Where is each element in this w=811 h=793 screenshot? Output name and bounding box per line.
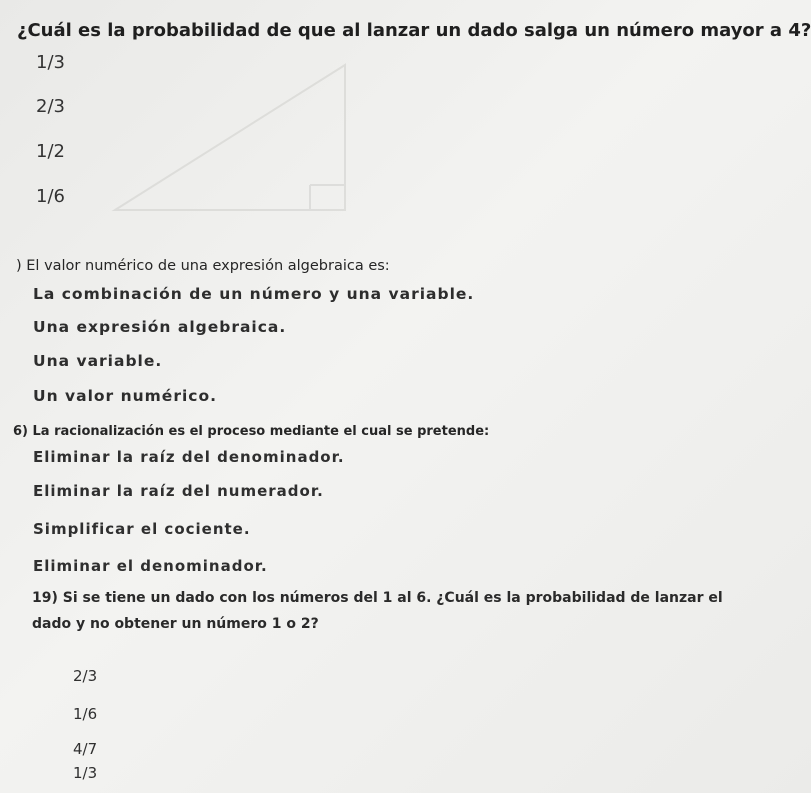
question-4-option-a[interactable]: 2/3: [73, 667, 98, 685]
question-4-option-c[interactable]: 4/7: [73, 740, 98, 758]
question-4-option-d[interactable]: 1/3: [73, 764, 98, 782]
question-3-text: 6) La racionalización es el proceso mediante el cual se pretende:: [13, 424, 490, 439]
question-1-option-d[interactable]: 1/6: [36, 186, 65, 207]
question-1-option-c[interactable]: 1/2: [36, 141, 65, 162]
question-2-option-a[interactable]: La combinación de un número y una variable.: [33, 285, 475, 303]
background-bleed-through: [110, 55, 350, 215]
question-1-option-a[interactable]: 1/3: [36, 52, 65, 73]
question-2-option-b[interactable]: Una expresión algebraica.: [33, 318, 287, 336]
question-2-option-d[interactable]: Un valor numérico.: [33, 387, 217, 405]
question-4-text-line-1: 19) Si se tiene un dado con los números del 1 al 6. ¿Cuál es la probabilidad de lanzar el: [32, 590, 723, 606]
question-4-option-b[interactable]: 1/6: [73, 705, 98, 723]
question-3-option-a[interactable]: Eliminar la raíz del denominador.: [33, 448, 345, 466]
question-1-text: ¿Cuál es la probabilidad de que al lanzar un dado salga un número mayor a 4?: [17, 20, 811, 41]
question-2-text: ) El valor numérico de una expresión algebraica es:: [16, 258, 390, 274]
faint-triangle-drawing: [110, 55, 350, 215]
question-3-option-b[interactable]: Eliminar la raíz del numerador.: [33, 482, 324, 500]
question-1-option-b[interactable]: 2/3: [36, 96, 65, 117]
question-4-text-line-2: dado y no obtener un número 1 o 2?: [32, 616, 319, 632]
question-3-option-c[interactable]: Simplificar el cociente.: [33, 520, 251, 538]
question-3-option-d[interactable]: Eliminar el denominador.: [33, 557, 268, 575]
question-2-option-c[interactable]: Una variable.: [33, 352, 163, 370]
